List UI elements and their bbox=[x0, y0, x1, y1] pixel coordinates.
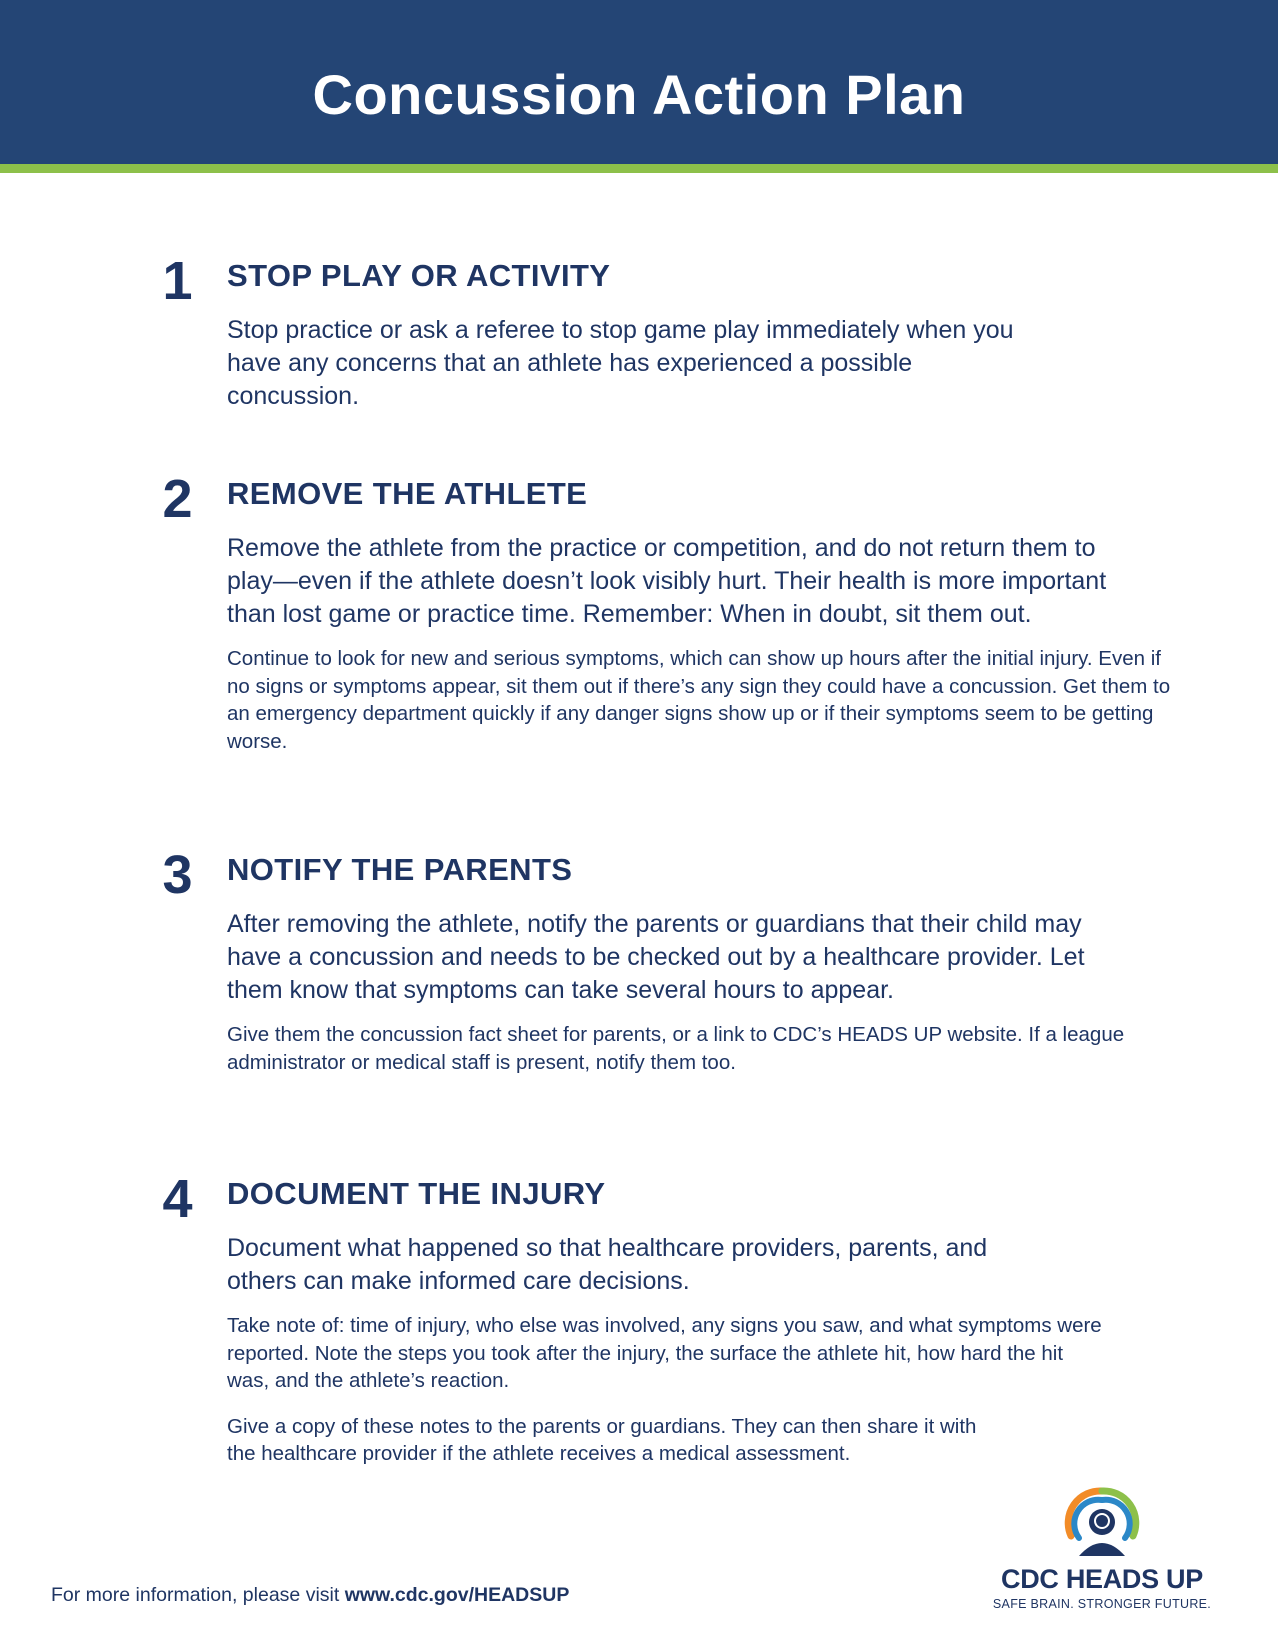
step-title: DOCUMENT THE INJURY bbox=[227, 1176, 606, 1211]
logo-tagline: SAFE BRAIN. STRONGER FUTURE. bbox=[992, 1597, 1212, 1611]
step-detail-text: Give a copy of these notes to the parents or guardians. They can then share it with the healthcare provider if the athlete receives a medical assessment. bbox=[227, 1414, 977, 1465]
step-number: 4 bbox=[162, 1169, 193, 1229]
step-title: NOTIFY THE PARENTS bbox=[227, 852, 573, 887]
footer-info bbox=[51, 1584, 569, 1607]
page-title: Concussion Action Plan bbox=[312, 63, 966, 126]
step-detail-text: Take note of: time of injury, who else was involved, any signs you saw, and what symptoms were reported. Note the steps you took after the injury, the surface the athlete hit, how hard the hit was, and the athlete’s reaction. bbox=[227, 1314, 1102, 1392]
step-number: 3 bbox=[162, 845, 193, 905]
step-title: REMOVE THE ATHLETE bbox=[227, 476, 588, 511]
step-detail-text: Give them the concussion fact sheet for parents, or a link to CDC’s HEADS UP website. If a league administrator or medical staff is present, notify them too. bbox=[227, 1023, 1125, 1074]
cdc-heads-up-logo bbox=[972, 1484, 1232, 1611]
step-lead-text: Document what happened so that healthcare providers, parents, and others can make informed care decisions. bbox=[227, 1234, 988, 1295]
heads-up-person-icon bbox=[1063, 1484, 1141, 1562]
step-detail-text: Continue to look for new and serious symptoms, which can show up hours after the initial injury. Even if no signs or symptoms appear, sit them out if there’s any sign they could have a concussion. Get them to an emergency department quickly if any danger signs show up or if their symptoms seem to be getting worse. bbox=[227, 647, 1171, 753]
footer-text: For more information, please visit bbox=[51, 1584, 340, 1606]
step-lead-text: Remove the athlete from the practice or competition, and do not return them to play—even if the athlete doesn’t look visibly hurt. Their health is more important than lost game or practice time. Remember: When in doubt, sit them out. bbox=[227, 534, 1107, 628]
step-lead-text: Stop practice or ask a referee to stop game play immediately when you have any concerns that an athlete has experienced a possible concussion. bbox=[227, 316, 1014, 410]
header-banner bbox=[0, 0, 1278, 173]
step-lead-text: After removing the athlete, notify the parents or guardians that their child may have a concussion and needs to be checked out by a healthcare provider. Let them know that symptoms can take several hours to appear. bbox=[227, 910, 1085, 1004]
step-title: STOP PLAY OR ACTIVITY bbox=[227, 258, 611, 293]
logo-title: CDC HEADS UP bbox=[1001, 1564, 1203, 1594]
step-3 bbox=[150, 845, 1200, 1076]
footer-link[interactable]: www.cdc.gov/HEADSUP bbox=[344, 1584, 570, 1606]
step-2 bbox=[150, 469, 1200, 755]
step-number: 1 bbox=[162, 251, 193, 311]
step-4 bbox=[150, 1169, 1200, 1468]
step-1 bbox=[150, 251, 1200, 413]
step-number: 2 bbox=[162, 469, 193, 529]
